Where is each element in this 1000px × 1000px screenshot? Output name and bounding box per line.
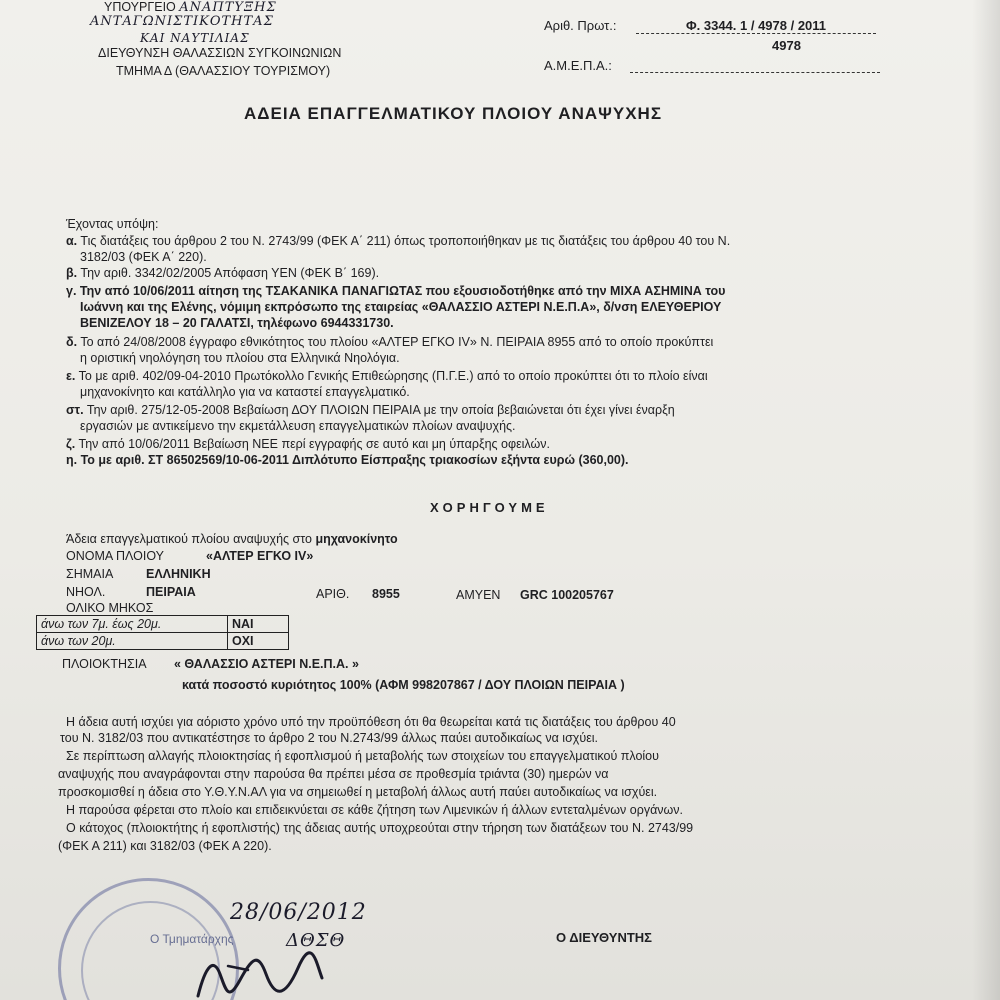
registry-value: ΠΕΙΡΑΙΑ xyxy=(146,585,196,599)
clause-e xyxy=(66,368,708,384)
directorate: ΔΙΕΥΘΥΝΣΗ ΘΑΛΑΣΣΙΩΝ ΣΥΓΚΟΙΝΩΝΙΩΝ xyxy=(98,46,342,60)
length-row-label: άνω των 7μ. έως 20μ. xyxy=(37,616,228,633)
ministry-handwritten-3: ΚΑΙ ΝΑΥΤΙΛΙΑΣ xyxy=(140,31,250,45)
terms-p2-line3: προσκομισθεί η άδεια στο Υ.Θ.Υ.Ν.ΑΛ για να σημειωθεί η μεταβολή άλλως αυτή παύει αυτοδικαίως να ισχύει. xyxy=(58,785,658,799)
clause-c-line2: Ιωάννη και της Ελένης, νόμιμη εκπρόσωπο της εταιρείας «ΘΑΛΑΣΣΙΟ ΑΣΤΕΡΙ Ν.Ε.Π.Α», δ/νση ΕΛΕΥΘΕΡΙΟΥ xyxy=(80,300,722,314)
ownership-value: « ΘΑΛΑΣΣΙΟ ΑΣΤΕΡΙ Ν.Ε.Π.Α. » xyxy=(174,657,359,671)
length-table xyxy=(36,615,289,650)
table-row xyxy=(37,633,289,650)
clause-a-line2: 3182/03 (ΦΕΚ Α΄ 220). xyxy=(80,250,207,264)
protocol-number: Φ. 3344. 1 / 4978 / 2011 xyxy=(685,18,827,33)
stamp-text: Ο Τμηματάρχης xyxy=(150,932,234,946)
signature-mark xyxy=(188,944,328,1000)
clause-h-label: η. xyxy=(66,453,78,467)
place-handwritten: ΔΘΣΘ xyxy=(286,930,346,951)
license-intro-value: μηχανοκίνητο xyxy=(315,532,398,546)
length-row-label: άνω των 20μ. xyxy=(37,633,228,650)
clause-st-line1: Την αριθ. 275/12-05-2008 Βεβαίωση ΔΟΥ ΠΛΟΙΩΝ ΠΕΙΡΑΙΑ με την οποία βεβαιώνεται ότι έχει γίνει έναρξη xyxy=(86,403,675,417)
registry-label: ΝΗΟΛ. xyxy=(66,585,106,599)
terms-p4-line1: Ο κάτοχος (πλοιοκτήτης ή εφοπλιστής) της άδειας αυτής υποχρεούται στην τήρηση των διατάξεων του Ν. 2743/99 xyxy=(66,821,694,835)
number-label: ΑΡΙΘ. xyxy=(316,587,350,601)
clause-c-line1: Την από 10/06/2011 αίτηση της ΤΣΑΚΑΝΙΚΑ ΠΑΝΑΓΙΩΤΑΣ που εξουσιοδοτήθηκε από την ΜΙΧΑ ΑΣΗΜΙΝΑ του xyxy=(79,284,726,298)
clause-a-label: α. xyxy=(66,234,78,248)
protocol-sub-number: 4978 xyxy=(772,38,801,53)
clause-st xyxy=(66,402,675,418)
license-intro-text: Άδεια επαγγελματικού πλοίου αναψυχής στο xyxy=(66,532,312,546)
amyen-label: ΑΜΥΕΝ xyxy=(456,588,501,602)
ownership-label: ΠΛΟΙΟΚΤΗΣΙΑ xyxy=(62,657,147,671)
amyen-value: GRC 100205767 xyxy=(520,588,614,602)
amepa-value-line xyxy=(630,58,880,73)
protocol-value xyxy=(636,18,876,34)
clause-d-label: δ. xyxy=(66,335,78,349)
clause-a xyxy=(66,233,730,249)
clause-e-line1: Το με αριθ. 402/09-04-2010 Πρωτόκολλο Γενικής Επιθεώρησης (Π.Γ.Ε.) από το οποίο προκύπτει ότι το πλοίο είναι xyxy=(78,369,708,383)
ship-name-value: «ΑΛΤΕΡ ΕΓΚΟ IV» xyxy=(206,549,314,563)
clause-c-line3: ΒΕΝΙΖΕΛΟΥ 18 – 20 ΓΑΛΑΤΣΙ, τηλέφωνο 6944331730. xyxy=(80,316,394,330)
protocol-label: Αριθ. Πρωτ.: xyxy=(544,18,617,33)
department: ΤΜΗΜΑ Δ (ΘΑΛΑΣΣΙΟΥ ΤΟΥΡΙΣΜΟΥ) xyxy=(116,64,331,78)
director-label: Ο ΔΙΕΥΘΥΝΤΗΣ xyxy=(556,930,652,945)
clause-b-line1: Την αριθ. 3342/02/2005 Απόφαση ΥΕΝ (ΦΕΚ Β΄ 169). xyxy=(80,266,380,280)
document-title: ΑΔΕΙΑ ΕΠΑΓΓΕΛΜΑΤΙΚΟΥ ΠΛΟΙΟΥ ΑΝΑΨΥΧΗΣ xyxy=(244,104,663,123)
clause-h-line1: Το με αριθ. ΣΤ 86502569/10-06-2011 Διπλότυπο Είσπραξης τριακοσίων εξήντα ευρώ (360,00). xyxy=(80,453,629,467)
table-row xyxy=(37,616,289,633)
clause-e-line2: μηχανοκίνητο και κατάλληλο για να καταστεί επαγγελματικό. xyxy=(80,385,410,399)
terms-p2-line1: Σε περίπτωση αλλαγής πλοιοκτησίας ή εφοπλισμού ή μεταβολής των στοιχείων του επαγγελματικού πλοίου xyxy=(66,749,659,763)
ownership-detail: κατά ποσοστό κυριότητος 100% (ΑΦΜ 998207867 / ΔΟΥ ΠΛΟΙΩΝ ΠΕΙΡΑΙΑ ) xyxy=(182,678,625,692)
grant-heading: ΧΟΡΗΓΟΥΜΕ xyxy=(430,500,549,515)
clause-a-line1: Τις διατάξεις του άρθρου 2 του Ν. 2743/99 (ΦΕΚ Α΄ 211) όπως τροποποιήθηκαν με τις διατάξεις του άρθρου 40 του Ν. xyxy=(80,234,731,248)
length-row-value: ΝΑΙ xyxy=(228,616,289,633)
flag-value: ΕΛΛΗΝΙΚΗ xyxy=(146,567,211,581)
terms-p4-line2: (ΦΕΚ Α 211) και 3182/03 (ΦΕΚ Α 220). xyxy=(58,839,272,853)
length-label: ΟΛΙΚΟ ΜΗΚΟΣ xyxy=(66,601,154,615)
clause-b-label: β. xyxy=(66,266,78,280)
terms-p3-line1: Η παρούσα φέρεται στο πλοίο και επιδεικνύεται σε κάθε ζήτηση των Λιμενικών ή άλλων εντεταλμένων οργάνων. xyxy=(66,803,684,817)
flag-label: ΣΗΜΑΙΑ xyxy=(66,567,114,581)
length-row-value: ΟΧΙ xyxy=(228,633,289,650)
clause-c xyxy=(66,283,725,299)
clause-st-line2: εργασιών με αντικείμενο την εκμετάλλευση επαγγελματικών πλοίων αναψυχής. xyxy=(80,419,516,433)
ship-name-label: ΟΝΟΜΑ ΠΛΟΙΟΥ xyxy=(66,549,164,563)
amepa-label: Α.Μ.Ε.Π.Α.: xyxy=(544,58,612,73)
date-handwritten: 28/06/2012 xyxy=(230,900,367,925)
clause-b xyxy=(66,265,379,281)
terms-p1-line1: Η άδεια αυτή ισχύει για αόριστο χρόνο υπό την προϋπόθεση ότι θα θεωρείται κατά τις διατάξεις του άρθρου 40 xyxy=(66,715,676,729)
number-value: 8955 xyxy=(372,587,400,601)
clause-h xyxy=(66,452,629,468)
considering-intro: Έχοντας υπόψη: xyxy=(66,217,159,231)
ministry-line xyxy=(104,0,277,15)
terms-p2-line2: αναψυχής που αναγράφονται στην παρούσα θα πρέπει μέσα σε προθεσμία τριάντα (30) ημερών να xyxy=(58,767,609,781)
terms-p1-line2: του Ν. 3182/03 που αντικατέστησε το άρθρο 2 του Ν.2743/99 άλλως παύει αυτοδικαίως να ισχύει. xyxy=(60,731,599,745)
ministry-printed: ΥΠΟΥΡΓΕΙΟ xyxy=(104,0,176,14)
clause-d-line1: Το από 24/08/2008 έγγραφο εθνικότητος του πλοίου «ΑΛΤΕΡ ΕΓΚΟ IV» Ν. ΠΕΙΡΑΙΑ 8955 από το οποίο προκύπτει xyxy=(80,335,714,349)
ministry-handwritten-1: ΑΝΑΠΤΥΞΗΣ xyxy=(179,0,277,15)
clause-d-line2: η οριστική νηολόγηση του πλοίου στα Ελληνικά Νηολόγια. xyxy=(80,351,400,365)
paper-edge-shadow xyxy=(972,0,1000,1000)
clause-z-label: ζ. xyxy=(66,437,76,451)
ministry-handwritten-2: ΑΝΤΑΓΩΝΙΣΤΙΚΟΤΗΤΑΣ xyxy=(90,14,274,29)
clause-st-label: στ. xyxy=(66,403,84,417)
clause-z xyxy=(66,436,550,452)
clause-d xyxy=(66,334,713,350)
clause-c-label: γ. xyxy=(66,284,77,298)
license-intro xyxy=(66,531,398,547)
clause-z-line1: Την από 10/06/2011 Βεβαίωση ΝΕΕ περί εγγραφής σε αυτό και μη ύπαρξης οφειλών. xyxy=(78,437,550,451)
clause-e-label: ε. xyxy=(66,369,76,383)
